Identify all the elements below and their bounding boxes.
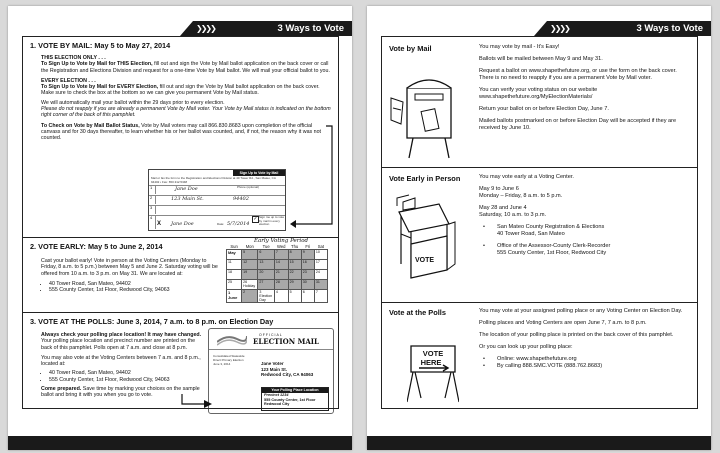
form-signature-value: Jane Doe <box>171 221 194 227</box>
header-tab-label: 3 Ways to Vote <box>277 23 344 34</box>
early-intro: You may vote early at a Voting Center. <box>479 174 574 180</box>
chevrons-icon: ❯❯❯❯ <box>550 24 569 33</box>
form-zip-value: 94402 <box>233 196 249 202</box>
calendar-cell: 5 <box>242 250 258 260</box>
section2-title: 2. VOTE EARLY: May 5 to June 2, 2014 <box>30 242 163 251</box>
vote-early-text <box>479 174 689 257</box>
poll-address-2: Redwood City <box>264 402 290 407</box>
list-item: • 555 County Center, 1st Floor, Redwood City, 94063 <box>49 287 219 293</box>
mail-paragraph: Request a ballot on www.shapethefuture.org, or use the form on the back cover. There is no need to reapply if you are a permanent Vote by Mail voter. <box>479 68 677 81</box>
calendar-cell: 29 <box>288 280 301 290</box>
list-item: • 40 Tower Road, San Mateo, 94402 <box>49 370 203 376</box>
poll-address-1: 555 County Center, 1st Floor <box>264 397 316 402</box>
left-border <box>381 36 382 408</box>
calendar-cell: 6 <box>301 290 314 303</box>
polls-paragraph: Polling places and Voting Centers are open June 7, 7 a.m. to 8 p.m. <box>479 320 647 326</box>
calendar-cell: 7 <box>274 250 288 260</box>
sample-election-name: Consolidated Statewide Direct Primary Election <box>213 354 245 362</box>
list-item: • Office of the Assessor-County Clerk-Recorder 555 County Center, 1st Floor, Redwood City <box>479 243 689 257</box>
calendar-cell: 17 <box>314 260 327 270</box>
calendar-cell: 20 <box>258 270 275 280</box>
auto-mail-text: We will automatically mail your ballot within the 29 days prior to every election. <box>41 99 225 106</box>
calendar-cell: 27 <box>258 280 275 290</box>
polls-paragraph: You may vote at your assigned polling place or any Voting Center on Election Day. <box>479 308 683 314</box>
calendar-cell: 22 <box>288 270 301 280</box>
check-polling-text: Always check your polling place location! It may have changed. Your polling place location and precinct number are printed on the back of this pamphlet. Polls open at 7 a.m. and close at 8 p.m. <box>41 332 202 351</box>
polling-box-header: Your Polling Place Location <box>262 388 328 393</box>
mail-paragraph: You may vote by mail - It's Easy! <box>479 44 560 50</box>
every-election-text: To Sign Up to Vote by Mail for EVERY Election, fill out and sign the Vote by Mail ballot application on the back cover. Make sure to check the box at the bottom so we can give you permanent Vote by Mail status. <box>41 84 320 97</box>
permanent-label: Sign me up to vote by mail in every election <box>259 215 285 227</box>
calendar-cell: 11 <box>227 260 242 270</box>
mail-paragraph: Mailed ballots postmarked on or before Election Day will be accepted if they are received by June 10. <box>479 118 677 131</box>
calendar-cell: 13 <box>258 260 275 270</box>
right-border <box>697 36 698 408</box>
day-header: Tue <box>258 244 275 250</box>
bottom-border <box>22 408 339 409</box>
booth-label: VOTE <box>415 257 435 264</box>
calendar-cell: 23 <box>301 270 314 280</box>
calendar-cell: 26 Holiday <box>242 280 258 290</box>
polls-paragraph: The location of your polling place is printed on the back cover of this pamphlet. <box>479 332 674 338</box>
also-vote-text: You may also vote at the Voting Centers between 7 a.m. and 8 p.m., located at: <box>41 354 201 368</box>
sample-election-date: June 3, 2014 <box>213 362 231 366</box>
check-status-text: To Check on Vote by Mail Ballot Status, Vote by Mail voters may call 866.830.8683 upon completion of the official canvass and for 30 days thereafter, to learn whether his or her ballot was counted, and, if not, the reason why it was not counted. <box>41 122 322 142</box>
form-pointer-arrow-icon <box>266 124 336 230</box>
top-border <box>22 36 339 37</box>
location-name: San Mateo County Registration & Elections <box>497 224 605 230</box>
voter-name: Jane Voter <box>261 361 284 366</box>
list-item: • 40 Tower Road, San Mateo, 94402 <box>49 281 219 287</box>
this-election-text: To Sign Up to Vote by Mail for THIS Election, fill out and sign the Vote by Mail ballot application on the back cover or call the Registration and Elections Division and request for a one-time Vote by Mail ballot. We will mail your official ballot to you. <box>41 61 330 74</box>
voter-address-1: 123 Main St. <box>261 366 288 372</box>
day-header: Mon <box>242 244 258 250</box>
early-hours: Monday – Friday, 8 a.m. to 5 p.m. <box>479 193 563 199</box>
every-election-head: EVERY ELECTION . . . <box>41 77 96 84</box>
calendar-cell: 8 <box>288 250 301 260</box>
calendar-cell: 6 <box>258 250 275 260</box>
row-number: 4 <box>150 215 156 229</box>
calendar-cell: 5 <box>288 290 301 303</box>
mail-paragraph: You can verify your voting status on our website www.shapethefuture.org/MyElectionMaterials/ <box>479 87 598 100</box>
section-divider <box>22 312 339 313</box>
day-header: Wed <box>274 244 288 250</box>
calendar-cell: 31 <box>314 280 327 290</box>
calendar-cell: 7 <box>314 290 327 303</box>
calendar-cell: 19 <box>242 270 258 280</box>
form-date-value: 5/7/2014 <box>227 221 250 227</box>
chevrons-icon: ❯❯❯❯ <box>196 24 215 33</box>
day-header: Sun <box>227 244 242 250</box>
sample-ballot-cover <box>208 328 334 414</box>
calendar-cell: 14 <box>274 260 288 270</box>
form-row <box>149 205 285 206</box>
mail-paragraph: Return your ballot on or before Election Day, June 7. <box>479 106 609 112</box>
official-label: OFFICIAL <box>259 333 283 337</box>
right-border <box>338 36 339 408</box>
mailbox-icon <box>389 68 469 160</box>
calendar-cell: 12 <box>242 260 258 270</box>
form-row <box>149 195 285 196</box>
early-dates: May 9 to June 6 <box>479 186 519 192</box>
vote-by-mail-text <box>479 44 689 132</box>
sign-text-line1: VOTE <box>422 349 444 358</box>
saturday-dates: May 28 and June 4 <box>479 205 527 211</box>
list-item: • San Mateo County Registration & Elections 40 Tower Road, San Mateo <box>479 224 689 238</box>
calendar-title: Early Voting Period <box>254 238 309 244</box>
left-border <box>22 36 23 408</box>
header-tab <box>547 21 711 36</box>
precinct-number: Precinct 1234 <box>264 393 289 397</box>
calendar-cell: 15 <box>288 260 301 270</box>
row-number: 3 <box>150 205 156 214</box>
divider <box>209 349 333 350</box>
calendar-cell: 2 <box>242 290 258 303</box>
list-item: • Online: www.shapethefuture.org <box>483 356 577 362</box>
vote-early-title: Vote Early in Person <box>389 174 461 183</box>
permanent-checkbox: ✓ <box>253 216 258 222</box>
vote-early-text: Cast your ballot early! Vote in person at the Voting Centers (Monday to Friday, 8 a.m. to 5 p.m.) between May 5 and June 2. Saturday voting will be offered from 10 a.m. to 3 p.m. on May 31. We are located at: <box>41 258 218 277</box>
location-address: 555 County Center, 1st Floor, Redwood City <box>497 250 607 256</box>
row-number: 1 <box>150 185 156 194</box>
list-item: • By calling 888.SMC.VOTE (888.762.8683) <box>483 363 603 369</box>
footer-bar <box>8 436 352 450</box>
header-tab <box>193 21 352 36</box>
section3-title: 3. VOTE AT THE POLLS: June 3, 2014, 7 a.m. to 8 p.m. on Election Day <box>30 317 274 326</box>
calendar-cell: 24 <box>314 270 327 280</box>
polls-paragraph: Or you can look up your polling place: <box>479 344 573 350</box>
mail-paragraph: Ballots will be mailed between May 9 and May 31. <box>479 56 603 62</box>
poll-locations <box>41 370 203 383</box>
vote-polls-title: Vote at the Polls <box>389 308 446 317</box>
header-tab-label: 3 Ways to Vote <box>636 23 703 34</box>
right-page <box>367 6 711 450</box>
form-phone-label: Phone (optional) <box>237 185 260 189</box>
list-item: • 555 County Center, 1st Floor, Redwood City, 94063 <box>49 377 203 383</box>
form-address-value: 123 Main St. <box>171 196 204 202</box>
voting-booth-icon <box>389 194 467 286</box>
saturday-hours: Saturday, 10 a.m. to 3 p.m. <box>479 212 547 218</box>
section-divider <box>381 302 698 303</box>
signature-x-mark: X <box>157 221 162 227</box>
form-name-value: Jane Doe <box>175 186 198 192</box>
form-row <box>149 185 285 186</box>
lookup-online: Online: www.shapethefuture.org <box>497 356 577 362</box>
election-mail-title: ELECTION MAIL <box>253 337 319 346</box>
section1-title: 1. VOTE BY MAIL: May 5 to May 27, 2014 <box>30 41 171 50</box>
calendar-cell: 16 <box>301 260 314 270</box>
come-prepared-text: Come prepared. Save time by marking your choices on the sample ballot and bring it with you when you go to vote. <box>41 386 200 399</box>
lookup-phone: By calling 888.SMC.VOTE (888.762.8683) <box>497 363 603 369</box>
row-number: 2 <box>150 195 156 204</box>
form-intro: Mail or fax the form to the Registration and Elections Division at 40 Tower Rd., San Mateo, CA 94402 • Fax: 650.312.5348 <box>151 176 276 184</box>
form-date-label: Date: <box>217 222 225 226</box>
calendar-cell: 30 <box>301 280 314 290</box>
bottom-border <box>381 408 698 409</box>
day-header: Thu <box>288 244 301 250</box>
location-address: 40 Tower Road, San Mateo <box>497 231 565 237</box>
calendar-cell: 25 <box>227 280 242 290</box>
location-name: Office of the Assessor-County Clerk-Recorder <box>497 243 611 249</box>
calendar-cell: 4 <box>274 290 288 303</box>
early-voting-calendar <box>226 244 328 303</box>
day-header: Sat <box>314 244 327 250</box>
calendar-cell: May <box>227 250 242 260</box>
calendar-cell: 1 June <box>227 290 242 303</box>
early-locations <box>41 281 219 294</box>
vote-polls-text <box>479 308 689 370</box>
reapply-note: Please do not reapply if you are already a permanent Vote by Mail voter. Your Vote by Mail status is indicated on the bottom right corner of the back of this pamphlet. <box>41 106 331 119</box>
voter-address-2: Redwood City, CA 94063 <box>261 372 314 377</box>
calendar-cell: 18 <box>227 270 242 280</box>
flag-swoosh-icon <box>217 332 247 346</box>
vote-by-mail-title: Vote by Mail <box>389 44 432 53</box>
this-election-head: THIS ELECTION ONLY . . . <box>41 55 106 61</box>
calendar-cell: 10 <box>314 250 327 260</box>
top-border <box>381 36 698 37</box>
vote-here-sign-icon <box>407 342 459 404</box>
sign-text-line2: HERE <box>420 358 442 367</box>
form-header: Sign Up to Vote by Mail <box>233 170 285 176</box>
calendar-cell: 21 <box>274 270 288 280</box>
calendar-cell: 3 Election Day <box>258 290 275 303</box>
calendar-cell: 9 <box>301 250 314 260</box>
day-header: Fri <box>301 244 314 250</box>
calendar-cell: 28 <box>274 280 288 290</box>
section-divider <box>381 167 698 168</box>
footer-bar <box>367 436 711 450</box>
pointer-arrow-icon <box>180 392 214 408</box>
left-page <box>8 6 352 450</box>
